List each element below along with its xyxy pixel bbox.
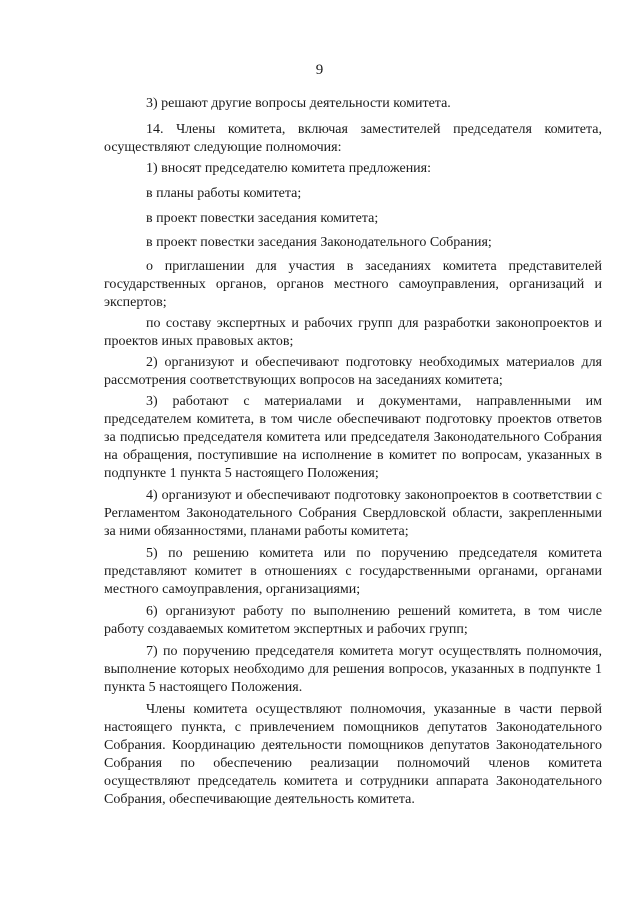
paragraph-item-6: 6) организуют работу по выполнению решений комитета, в том числе работу создаваемых комитетом экспертных и рабочих групп; (104, 604, 602, 637)
paragraph-item-4: 4) организуют и обеспечивают подготовку законопроектов в соответствии с Регламентом Законодательного Собрания Свердловской области, закрепленными за ними обязанностями, планами работы комитета; (104, 488, 602, 539)
paragraph-invitation: о приглашении для участия в заседаниях комитета представителей государственных органов, органов местного самоуправления, организаций и экспертов; (104, 259, 602, 310)
paragraph-14: 14. Члены комитета, включая заместителей председателя комитета, осуществляют следующие полномочия: (104, 122, 602, 155)
paragraph-item-7: 7) по поручению председателя комитета могут осуществлять полномочия, выполнение которых необходимо для решения вопросов, указанных в подпункте 1 пункта 5 настоящего Положения. (104, 644, 602, 695)
paragraph-item-2: 2) организуют и обеспечивают подготовку необходимых материалов для рассмотрения соответствующих вопросов на заседаниях комитета; (104, 355, 602, 388)
paragraph-agenda-assembly: в проект повестки заседания Законодательного Собрания; (146, 235, 492, 250)
page-number: 9 (315, 62, 324, 78)
paragraph-expert-groups: по составу экспертных и рабочих групп для разработки законопроектов и проектов иных правовых актов; (104, 316, 602, 349)
paragraph-item-3-work: 3) работают с материалами и документами, направленными им председателем комитета, в том числе обеспечивают подготовку проектов ответов за подписью председателя комитета или председателя Законодательного Собрания на обращения, поступившие на исполнение в комитет по вопросам, указанных в подпункте 1 пункта 5 настоящего Положения; (104, 394, 602, 481)
paragraph-plans: в планы работы комитета; (146, 186, 302, 201)
paragraph-item-3: 3) решают другие вопросы деятельности комитета. (146, 96, 451, 111)
paragraph-item-5: 5) по решению комитета или по поручению председателя комитета представляют комитет в отношениях с государственными органами, органами местного самоуправления, организациями; (104, 546, 602, 597)
paragraph-item-1: 1) вносят председателю комитета предложения: (146, 161, 432, 176)
paragraph-members-assistants: Члены комитета осуществляют полномочия, указанные в части первой настоящего пункта, с привлечением помощников депутатов Законодательного Собрания. Координацию деятельности помощников депутатов Законодательного Собрания по обеспечению реализации полномочий членов комитета осуществляют председатель комитета и сотрудники аппарата Законодательного Собрания, обеспечивающие деятельность комитета. (104, 702, 602, 807)
paragraph-agenda-committee: в проект повестки заседания комитета; (146, 211, 379, 226)
